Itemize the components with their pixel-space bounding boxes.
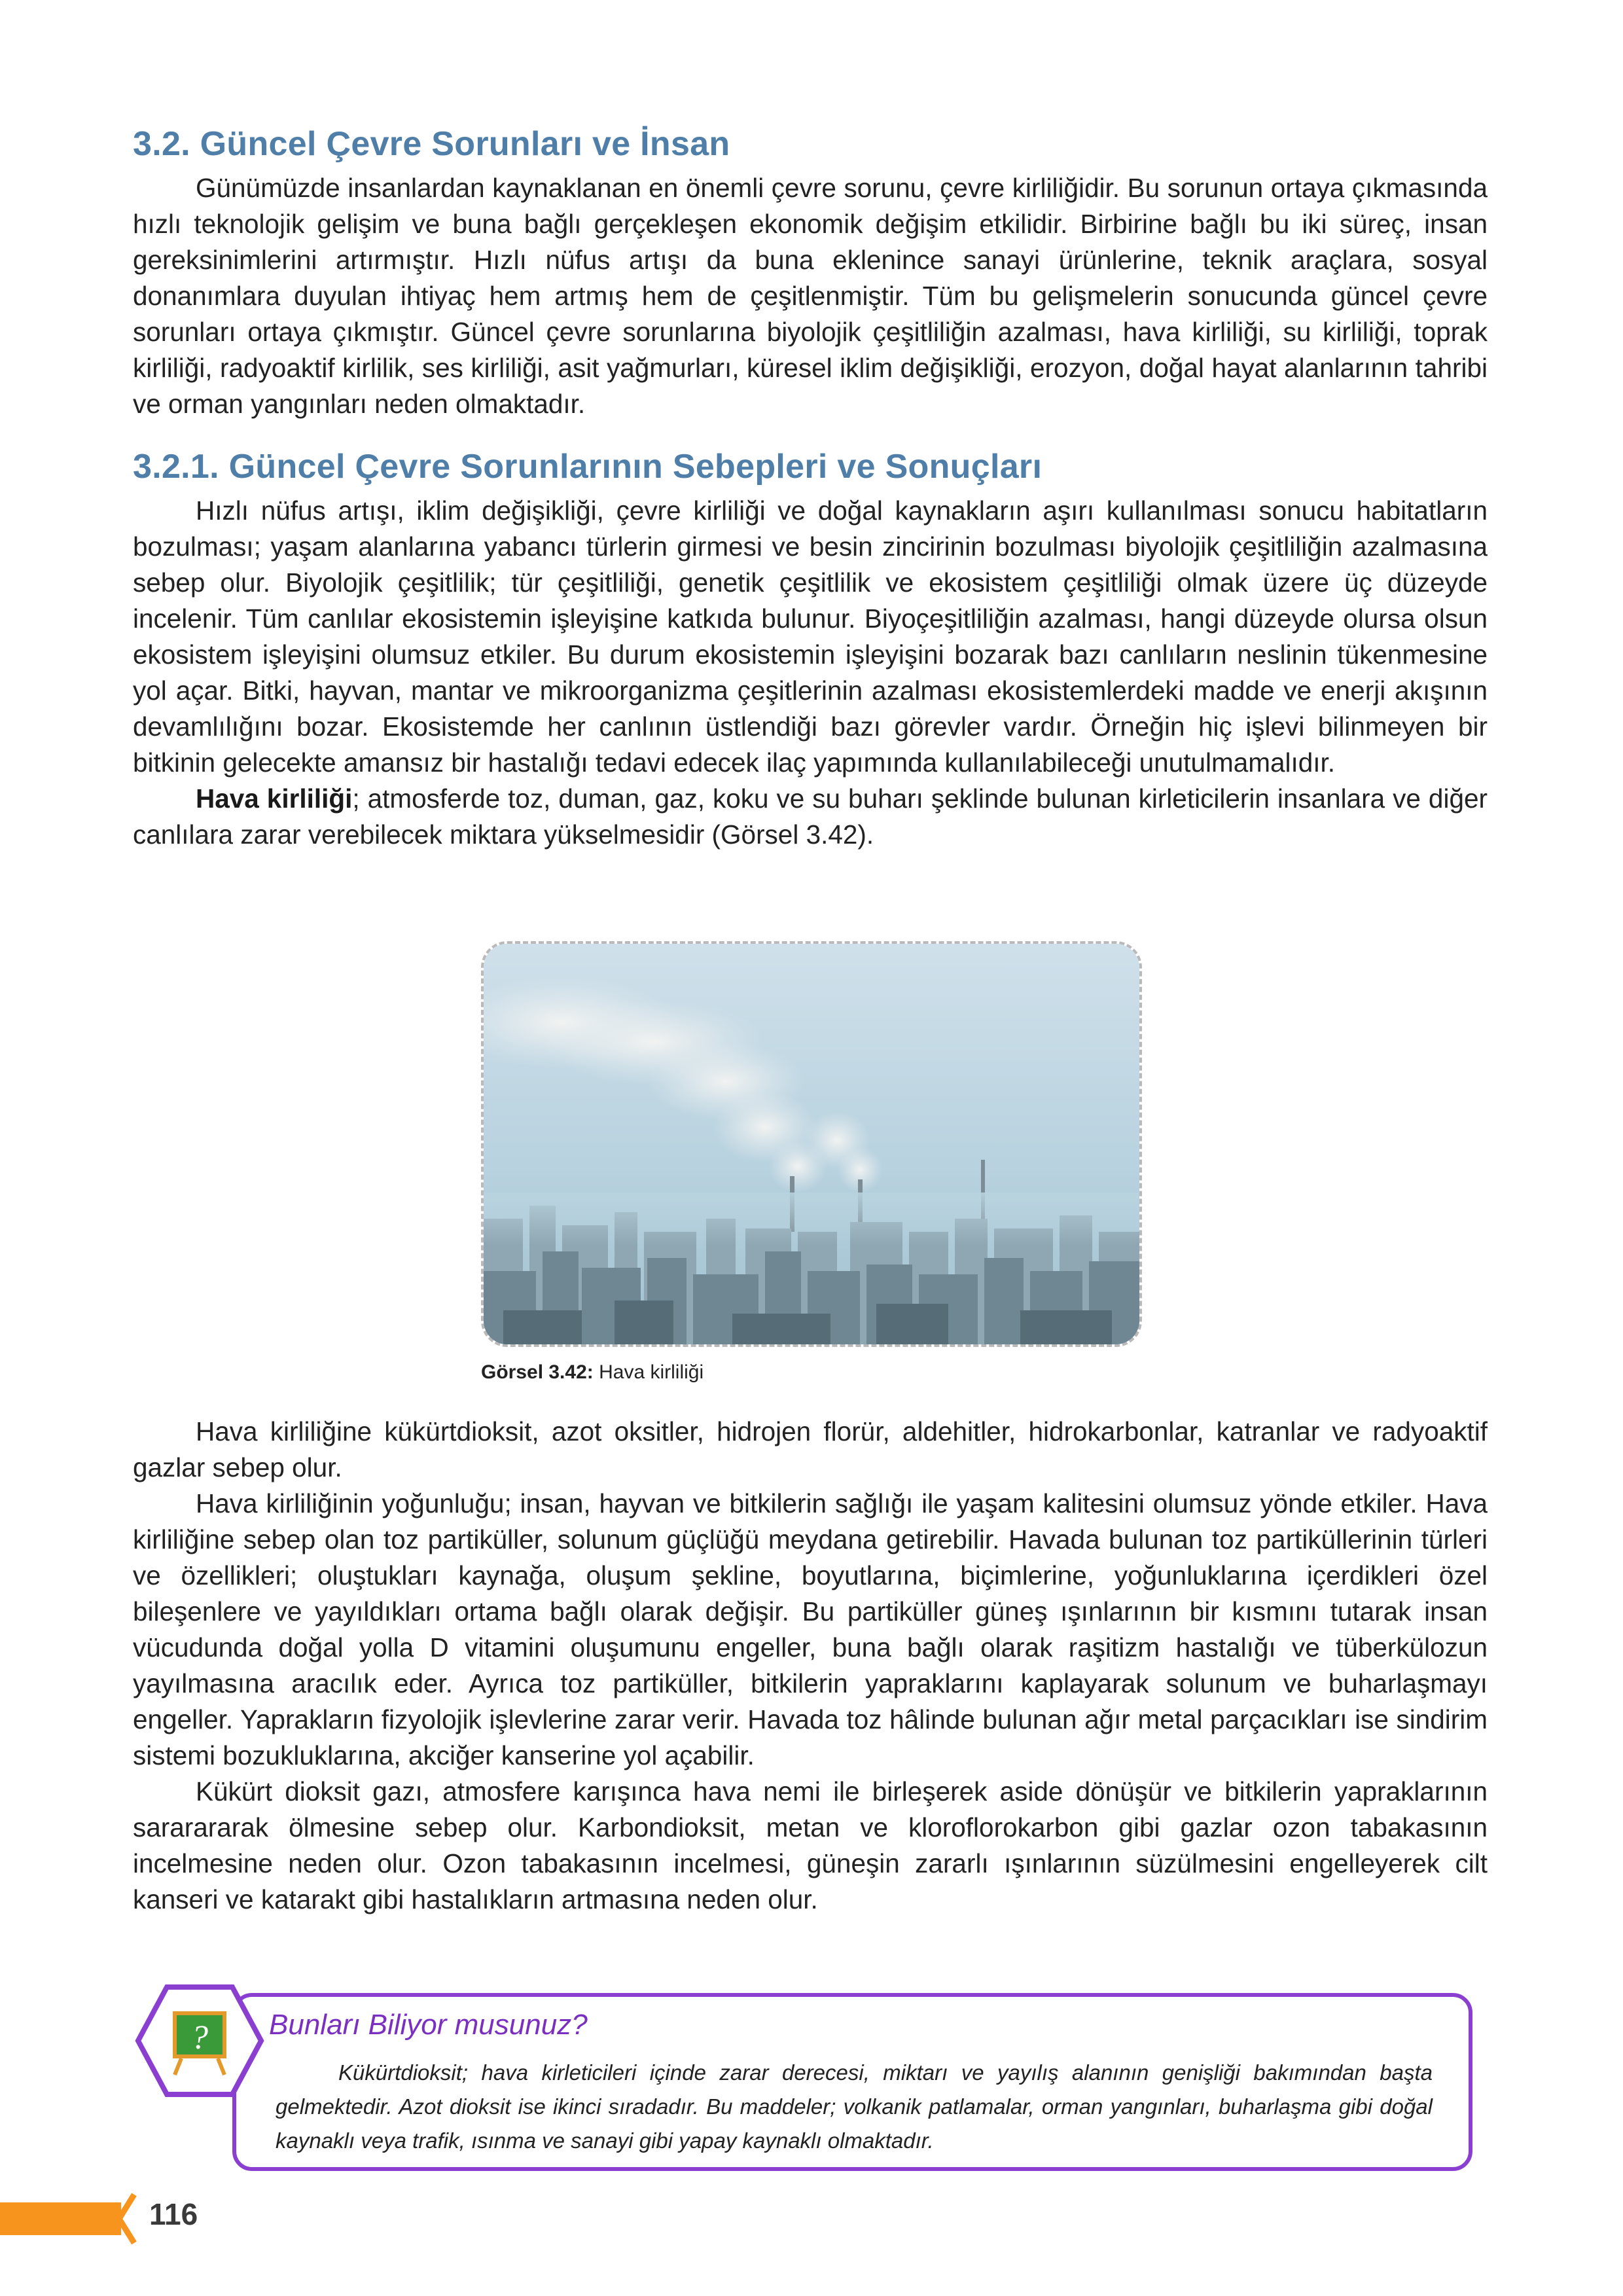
figure-caption-label: Görsel 3.42: xyxy=(481,1361,594,1383)
pollutants-paragraph: Hava kirliliğine kükürtdioksit, azot oksitler, hidrojen florür, aldehitler, hidrokarbonlar, katranlar ve radyoaktif gazlar sebep olur. xyxy=(133,1416,1488,1482)
air-pollution-photo xyxy=(481,941,1142,1347)
did-you-know-title: Bunları Biliyor musunuz? xyxy=(269,2009,588,2041)
city-smog-illustration xyxy=(484,944,1142,1347)
subsection-heading: 3.2.1. Güncel Çevre Sorunlarının Sebepleri ve Sonuçları xyxy=(133,448,1043,486)
question-board-icon xyxy=(134,1982,265,2100)
figure-caption-text: Hava kirliliği xyxy=(593,1361,704,1383)
did-you-know-box xyxy=(232,1993,1472,2171)
page-number: 116 xyxy=(149,2197,198,2231)
figure-air-pollution xyxy=(481,941,1142,1347)
subsection-paragraph-1: Hızlı nüfus artışı, iklim değişikliği, çevre kirliliği ve doğal kaynakların aşırı kullanılması sonucu habitatların bozulması; yaşam alanlarına yabancı türlerin girmesi ve besin zincirinin bozulması biyolojik çeşitliliğin azalmasına sebep olur. Biyolojik çeşitlilik; tür çeşitliliği, genetik çeşitlilik ve ekosistem çeşitliliği olmak üzere üç düzeyde incelenir. Tüm canlılar ekosistemin işleyişine katkıda bulunur. Biyoçeşitliliğin azalması, hangi düzeyde olursa olsun ekosistem işleyişini olumsuz etkiler. Bu durum ekosistemin işleyişini bozarak bazı canlıların neslinin tükenmesine yol açar. Bitki, hayvan, mantar ve mikroorganizma çeşitlerinin azalması ekosistemlerdeki madde ve enerji akışının devamlılığını bozar. Ekosistemde her canlının üstlendiği bazı görevler vardır. Örneğin hiç işlevi bilinmeyen bir bitkinin gelecekte amansız bir hastalığı tedavi edecek ilaç yapımında kullanılabileceği unutulmamalıdır. xyxy=(133,495,1488,778)
post-figure-body xyxy=(133,1414,1488,1918)
page-body xyxy=(133,124,1488,853)
subsection-paragraph-2 xyxy=(133,781,1488,853)
section-heading: 3.2. Güncel Çevre Sorunları ve İnsan xyxy=(133,125,730,163)
svg-text:?: ? xyxy=(191,2019,208,2056)
effects-paragraph: Hava kirliliğinin yoğunluğu; insan, hayvan ve bitkilerin sağlığı ile yaşam kalitesini olumsuz yönde etkiler. Hava kirliliğine sebep olan toz partiküller, solunum güçlüğü meydana getirebilir. Havada bulunan toz partiküllerinin türleri ve özellikleri; oluştukları kaynağa, oluşum şekline, boyutlarına, biçimlerine, yoğunluklarına içerdikleri özel bileşenlere ve yayıldıkları ortama bağlı olarak değişir. Bu partiküller güneş ışınlarının bir kısmını tutarak insan vücudunda doğal yolla D vitamini oluşumunu engeller, buna bağlı olarak raşitizm hastalığı ve tüberkülozun yayılmasına aracılık eder. Ayrıca toz partiküller, bitkilerin yapraklarını kaplayarak solunum ve buharlaşmayı engeller. Yaprakların fizyolojik işlevlerine zarar verir. Havada toz hâlinde bulunan ağır metal parçacıkları ise sindirim sistemi bozukluklarına, akciğer kanserine yol açabilir. xyxy=(133,1488,1488,1770)
term-hava-kirliligi: Hava kirliliği xyxy=(196,783,353,814)
footer-accent-bar xyxy=(0,2189,144,2248)
did-you-know-text: Kükürtdioksit; hava kirleticileri içinde zarar derecesi, miktarı ve yayılış alanının genişliği bakımından başta gelmektedir. Azot dioksit ise ikinci sıradadır. Bu maddeler; volkanik patlamalar, orman yangınları, buharlaşma gibi doğal kaynaklı veya trafik, ısınma ve sanayi gibi yapay kaynaklı olmaktadır. xyxy=(276,2060,1433,2153)
figure-caption xyxy=(481,1361,704,1384)
term-definition: ; atmosferde toz, duman, gaz, koku ve su buharı şeklinde bulunan kirleticilerin insanlara ve diğer canlılara zarar verebilecek miktara yükselmesidir (Görsel 3.42). xyxy=(133,783,1488,850)
sulfur-dioxide-paragraph: Kükürt dioksit gazı, atmosfere karışınca hava nemi ile birleşerek aside dönüşür ve bitkilerin yapraklarının sararararak ölmesine sebep olur. Karbondioksit, metan ve kloroflorokarbon gibi gazlar ozon tabakasının incelmesine neden olur. Ozon tabakasının incelmesi, güneşin zararlı ışınlarının süzülmesini engelleyerek cilt kanseri ve katarakt gibi hastalıkların artmasına neden olur. xyxy=(133,1776,1488,1914)
section-paragraph: Günümüzde insanlardan kaynaklanan en önemli çevre sorunu, çevre kirliliğidir. Bu sorunun ortaya çıkmasında hızlı teknolojik gelişim ve buna bağlı gerçekleşen ekonomik değişim etkilidir. Birbirine bağlı bu iki süreç, insan gereksinimlerini artırmıştır. Hızlı nüfus artışı da buna eklenince sanayi ürünlerine, teknik araçlara, sosyal donanımlara duyulan ihtiyaç hem artmış hem de çeşitlenmiştir. Tüm bu gelişmelerin sonucunda güncel çevre sorunları ortaya çıkmıştır. Güncel çevre sorunlarına biyolojik çeşitliliğin azalması, hava kirliliği, su kirliliği, toprak kirliliği, radyoaktif kirlilik, ses kirliliği, asit yağmurları, küresel iklim değişikliği, erozyon, doğal hayat alanlarının tahribi ve orman yangınları neden olmaktadır. xyxy=(133,173,1488,419)
